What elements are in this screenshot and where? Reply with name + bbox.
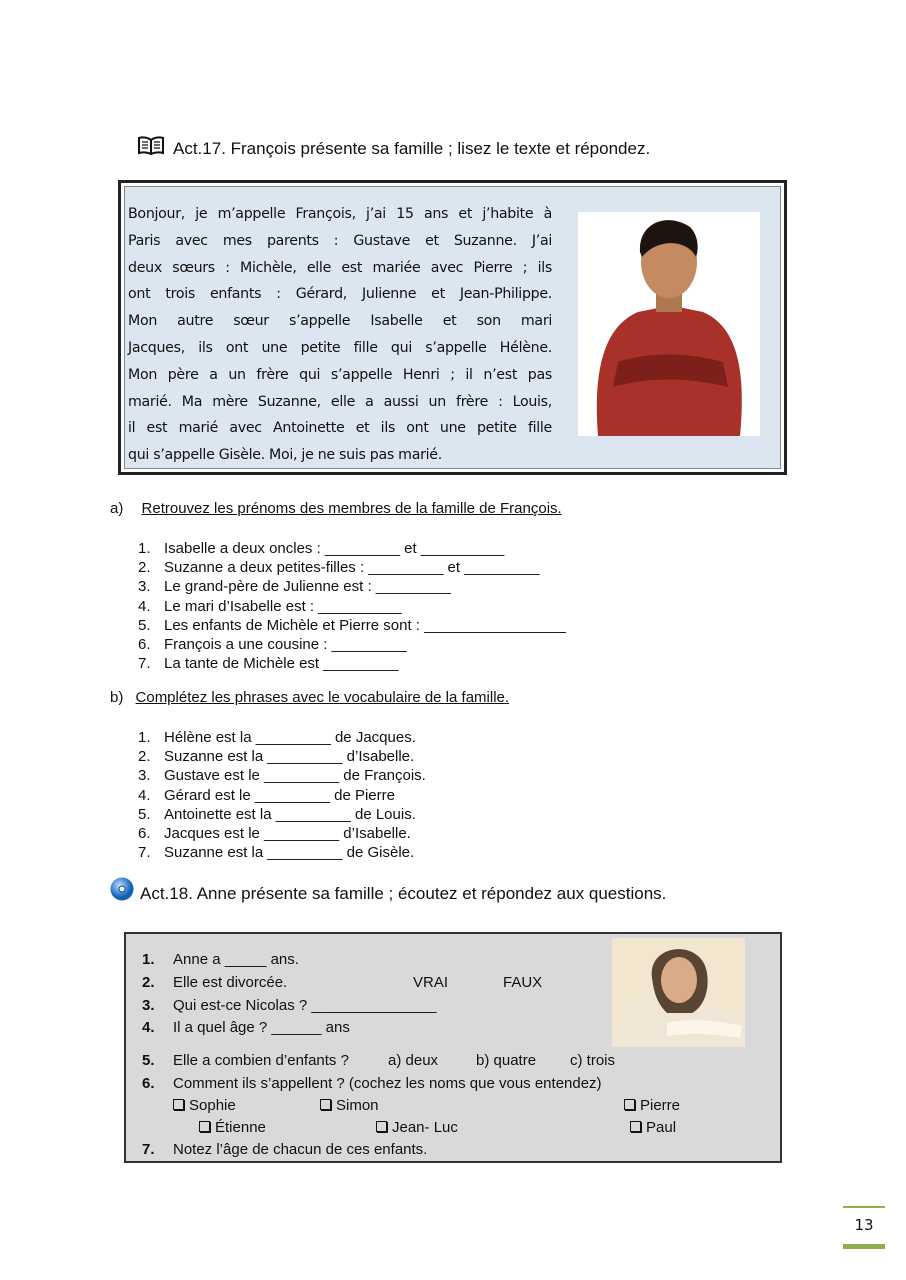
question-5	[126, 1050, 726, 1072]
question-text: Elle est divorcée.	[173, 974, 288, 991]
item-text: Le mari d’Isabelle est : __________	[164, 597, 402, 615]
story-line: Jacques, ils ont une petite fille qui s’appelle Hélène.	[128, 339, 552, 356]
story-line: marié. Ma mère Suzanne, elle a aussi un frère : Louis,	[128, 393, 552, 410]
names-row-1	[126, 1095, 776, 1117]
story-line: deux sœurs : Michèle, elle est mariée avec Pierre ; ils	[128, 259, 552, 276]
list-item	[138, 843, 426, 862]
option-a[interactable]: a) deux	[388, 1052, 439, 1069]
question-number: 4.	[142, 1019, 155, 1036]
option-c[interactable]: c) trois	[570, 1052, 615, 1069]
list-item	[138, 766, 426, 785]
item-number: 2.	[138, 559, 151, 577]
list-item	[138, 539, 566, 558]
francois-photo	[578, 212, 760, 436]
list-item	[138, 577, 566, 596]
story-line: il est marié avec Antoinette et ils ont une petite fille	[128, 420, 552, 437]
open-book-icon	[138, 136, 164, 156]
checkbox-sophie[interactable]	[173, 1095, 236, 1117]
question-text: Anne a _____ ans.	[173, 951, 299, 968]
name-label: Étienne	[215, 1119, 266, 1136]
item-number: 4.	[138, 786, 151, 804]
item-text: Suzanne a deux petites-filles : _________ et _________	[164, 559, 540, 577]
item-number: 1.	[138, 540, 151, 557]
checkbox-simon[interactable]	[320, 1095, 379, 1117]
item-text: Hélène est la _________ de Jacques.	[164, 729, 416, 746]
checkbox-etienne[interactable]	[199, 1117, 266, 1139]
checkbox-icon	[173, 1099, 184, 1110]
checkbox-icon	[624, 1099, 635, 1110]
checkbox-icon	[376, 1121, 387, 1132]
item-text: Gérard est le _________ de Pierre	[164, 786, 395, 804]
question-number: 6.	[142, 1075, 155, 1092]
story-line: qui s’appelle Gisèle. Moi, je ne suis pas marié.	[128, 447, 442, 464]
section-b-letter: b)	[110, 689, 124, 706]
page-number: 13	[843, 1206, 885, 1249]
question-number: 1.	[142, 951, 155, 968]
item-text: Isabelle a deux oncles : _________ et __________	[164, 540, 505, 557]
question-number: 7.	[142, 1141, 155, 1158]
story-line: Mon autre sœur s’appelle Isabelle et son mari	[128, 313, 552, 330]
option-b[interactable]: b) quatre	[476, 1052, 537, 1069]
list-item	[138, 805, 426, 824]
name-label: Pierre	[640, 1097, 681, 1114]
item-number: 2.	[138, 748, 151, 766]
list-item	[138, 747, 426, 766]
audio-cd-icon	[110, 877, 134, 901]
question-number: 5.	[142, 1052, 155, 1069]
section-a-list	[138, 539, 566, 673]
checkbox-icon	[630, 1121, 641, 1132]
section-b-title: Complétez les phrases avec le vocabulaire de la famille.	[135, 689, 510, 706]
item-number: 7.	[138, 844, 151, 862]
item-text: Jacques est le _________ d’Isabelle.	[164, 824, 411, 842]
checkbox-jean-luc[interactable]	[376, 1117, 458, 1139]
checkbox-pierre[interactable]	[624, 1095, 680, 1117]
item-number: 6.	[138, 824, 151, 842]
section-a-letter: a)	[110, 500, 124, 517]
question-text: Comment ils s’appellent ? (cochez les noms que vous entendez)	[173, 1075, 602, 1092]
list-item	[138, 558, 566, 577]
question-text: Elle a combien d’enfants ?	[173, 1052, 349, 1069]
item-number: 3.	[138, 578, 151, 596]
act17-title: Act.17. François présente sa famille ; lisez le texte et répondez.	[173, 139, 651, 158]
item-number: 1.	[138, 729, 151, 746]
list-item	[138, 635, 566, 654]
act18-title: Act.18. Anne présente sa famille ; écoutez et répondez aux questions.	[140, 884, 667, 903]
name-label: Jean- Luc	[392, 1119, 458, 1136]
question-text: Il a quel âge ? ______ ans	[173, 1019, 350, 1036]
faux-option[interactable]: FAUX	[503, 974, 543, 991]
name-label: Simon	[336, 1097, 379, 1114]
story-text	[128, 201, 552, 469]
item-text: La tante de Michèle est _________	[164, 655, 399, 673]
item-text: Suzanne est la _________ d’Isabelle.	[164, 748, 415, 766]
list-item	[138, 786, 426, 805]
question-number: 3.	[142, 997, 155, 1014]
question-number: 2.	[142, 974, 155, 991]
item-number: 6.	[138, 635, 151, 653]
checkbox-paul[interactable]	[630, 1117, 676, 1139]
item-text: Antoinette est la _________ de Louis.	[164, 805, 416, 823]
checkbox-icon	[320, 1099, 331, 1110]
list-item	[138, 616, 566, 635]
item-number: 5.	[138, 616, 151, 634]
name-label: Sophie	[189, 1097, 236, 1114]
list-item	[138, 654, 566, 673]
item-number: 3.	[138, 767, 151, 785]
item-number: 7.	[138, 655, 151, 673]
checkbox-icon	[199, 1121, 210, 1132]
question-text: Qui est-ce Nicolas ? _______________	[173, 997, 437, 1014]
story-line: ont trois enfants : Gérard, Julienne et Jean-Philippe.	[128, 286, 552, 303]
question-text: Notez l’âge de chacun de ces enfants.	[173, 1141, 428, 1158]
name-label: Paul	[646, 1119, 677, 1136]
item-number: 5.	[138, 805, 151, 823]
section-b-list	[138, 728, 426, 862]
vrai-option[interactable]: VRAI	[413, 974, 449, 991]
item-text: Suzanne est la _________ de Gisèle.	[164, 844, 415, 862]
story-line: Mon père a un frère qui s’appelle Henri ; il n’est pas	[128, 366, 552, 383]
anne-photo	[612, 938, 745, 1047]
list-item	[138, 728, 426, 747]
section-a-heading	[110, 500, 562, 517]
story-line: Paris avec mes parents : Gustave et Suzanne. J’ai	[128, 232, 552, 249]
item-text: Gustave est le _________ de François.	[164, 767, 426, 785]
item-text: Les enfants de Michèle et Pierre sont : _________________	[164, 616, 566, 634]
item-number: 4.	[138, 597, 151, 615]
section-b-heading	[110, 689, 509, 706]
list-item	[138, 597, 566, 616]
list-item	[138, 824, 426, 843]
names-row-2	[126, 1117, 776, 1139]
story-line: Bonjour, je m’appelle François, j’ai 15 ans et j’habite à	[128, 206, 552, 222]
item-text: Le grand-père de Julienne est : _________	[164, 578, 451, 596]
item-text: François a une cousine : _________	[164, 635, 407, 653]
section-a-title: Retrouvez les prénoms des membres de la famille de François.	[141, 500, 562, 517]
